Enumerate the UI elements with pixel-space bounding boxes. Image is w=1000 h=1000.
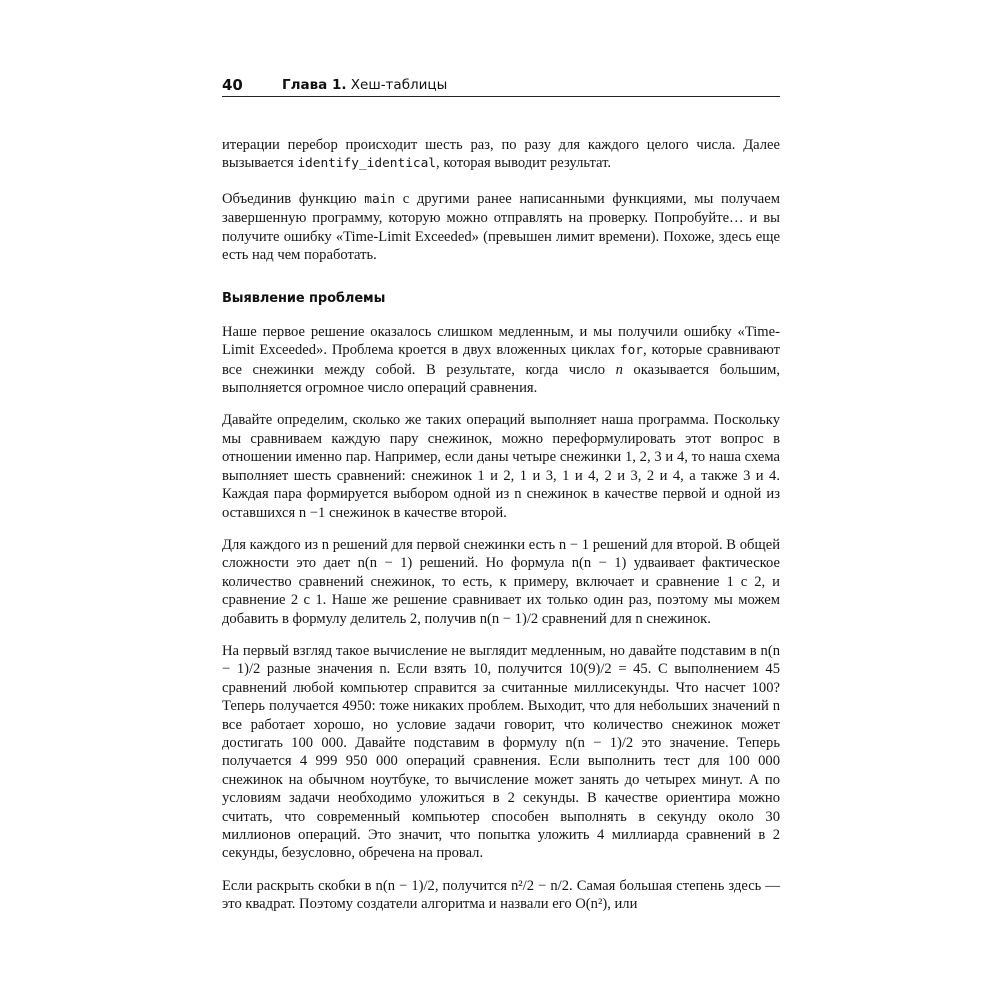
math-variable: n [615, 361, 623, 378]
paragraph-text: с другими ранее написанными функциями, мы получаем завершенную программу, которую можно отправлять на проверку. Попробуйте… и вы получите ошибку «Time-Limit Exceeded» (превышен лимит времени). Похоже, здесь еще есть над чем поработать. [222, 190, 780, 264]
page-number: 40 [222, 76, 243, 94]
paragraph-text: , которая выводит результат. [436, 155, 612, 172]
paragraph-6: На первый взгляд такое вычисление не выглядит медленным, но давайте подставим в n(n − 1)/2 разные значения n. Если взять 10, получится 10(9)/2 = 45. С выполнением 45 сравнений любой компьютер справится за считанные миллисекунды. Что насчет 100? Теперь получается 4950: тоже никаких проблем. Выходит, что для небольших значений n все работает хорошо, но условие задачи говорит, что количество снежинок может достигать 100 000. Давайте подставим в формулу n(n − 1)/2 это значение. Теперь получается 4 999 950 000 операций сравнения. Если выполнить тест для 100 000 снежинок на обычном ноутбуке, то вычисление может занять до четырех минут. А по условиям задачи необходимо уложиться в 2 секунды. В качестве ориентира можно считать, что современный компьютер способен выполнять в секунду около 30 миллионов операций. Это значит, что попытка уложить 4 миллиарда сравнений в 2 секунды, безусловно, обречена на провал. [222, 642, 780, 862]
paragraph-text: Объединив функцию [222, 190, 365, 207]
body-text [222, 136, 780, 928]
paragraph-text: Наше первое решение оказалось слишком медленным, и мы получили ошибку «Time-Limit Exceeded». Проблема кроется в двух вложенных циклах [222, 323, 780, 359]
paragraph-5: Для каждого из n решений для первой снежинки есть n − 1 решений для второй. В общей сложности это дает n(n − 1) решений. Но формула n(n − 1) удваивает фактическое количество сравнений снежинок, то есть, к примеру, включает и сравнение 1 с 2, и сравнение 2 с 1. Наше же решение сравнивает их только один раз, поэтому мы можем добавить в формулу делитель 2, получив n(n − 1)/2 сравнений для n снежинок. [222, 536, 780, 627]
paragraph-2 [222, 190, 780, 265]
paragraph-1 [222, 136, 780, 174]
header-rule [222, 96, 780, 97]
paragraph-text: , которые сравнивают все снежинки между собой. В результате, когда число [222, 342, 780, 378]
running-header [222, 76, 780, 98]
paragraph-7: Если раскрыть скобки в n(n − 1)/2, получится n²/2 − n/2. Самая большая степень здесь — это квадрат. Поэтому создатели алгоритма и назвали его O(n²), или [222, 877, 780, 913]
paragraph-text: оказывается большим, выполняется огромное число операций сравнения. [222, 361, 780, 397]
paragraph-4: Давайте определим, сколько же таких операций выполняет наша программа. Поскольку мы сравниваем каждую пару снежинок, можно переформулировать этот вопрос в отношении именно пар. Например, если даны четыре снежинки 1, 2, 3 и 4, то наша схема выполняет шесть сравнений: снежинок 1 и 2, 1 и 3, 1 и 4, 2 и 3, 2 и 4, а также 3 и 4. Каждая пара формируется выбором одной из n снежинок в качестве первой и одной из оставшихся n −1 снежинок в качестве второй. [222, 412, 780, 521]
inline-code: identify_identical [297, 156, 437, 172]
inline-code: for [619, 343, 644, 359]
section-title: Выявление проблемы [222, 291, 386, 307]
paragraph-3 [222, 323, 780, 398]
chapter-title: Хеш-таблицы [350, 77, 448, 93]
paragraph-text: итерации перебор происходит шесть раз, по разу для каждого целого числа. Далее вызывается [222, 137, 780, 172]
chapter-heading [282, 77, 447, 93]
chapter-label: Глава 1. [282, 77, 347, 93]
inline-code: main [364, 191, 396, 207]
